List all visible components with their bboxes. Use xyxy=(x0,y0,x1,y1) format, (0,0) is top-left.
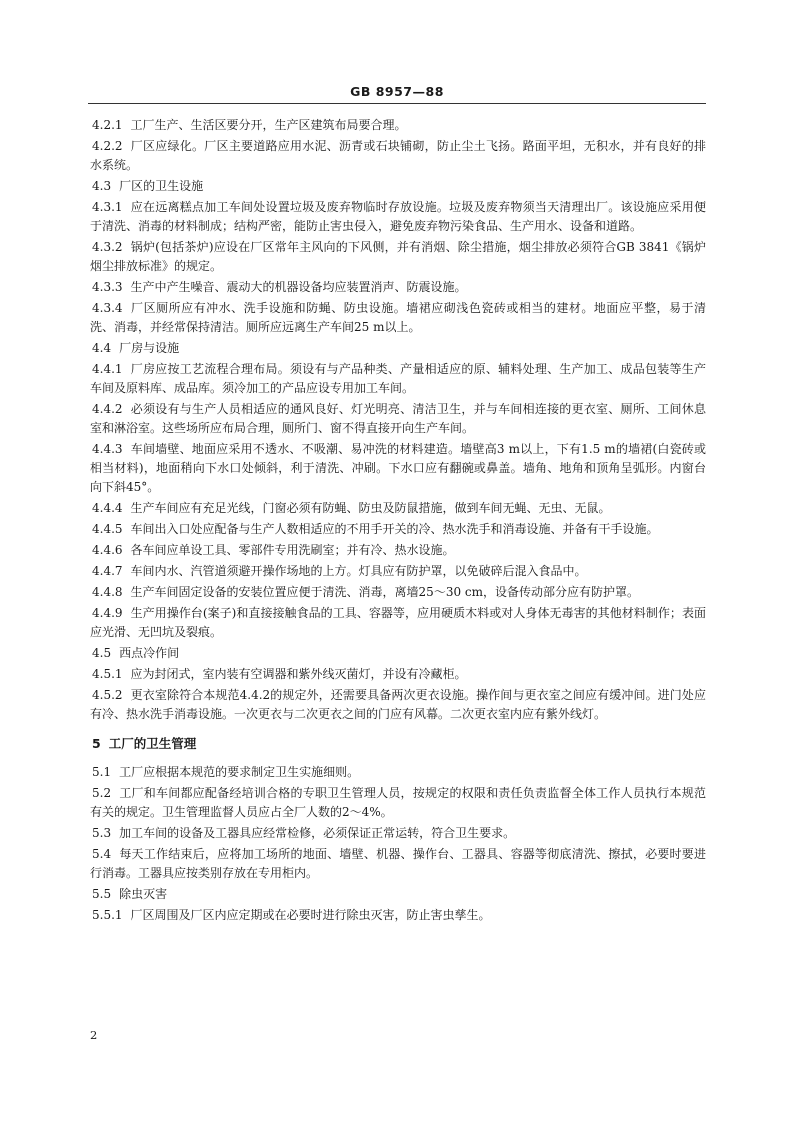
clause-number: 4.2.2 xyxy=(92,139,123,153)
clause-number: 4.3 xyxy=(92,179,112,193)
clause-text: 西点冷作间 xyxy=(119,646,180,660)
clause-paragraph xyxy=(90,583,706,602)
clause-number: 4.5 xyxy=(92,646,112,660)
clause-text: 锅炉(包括茶炉)应设在厂区常年主风向的下风侧，并有消烟、除尘措施，烟尘排放必须符合GB 3841《锅炉烟尘排放标准》的规定。 xyxy=(90,240,706,273)
clause-text: 车间内水、汽管道须避开操作场地的上方。灯具应有防护罩，以免破碎后混入食品中。 xyxy=(130,564,587,578)
clause-paragraph xyxy=(90,137,706,175)
clause-text: 厂区厕所应有冲水、洗手设施和防蝇、防虫设施。墙裙应砌浅色瓷砖或相当的建材。地面应平整，易于清洗、消毒，并经常保持清洁。厕所应远离生产车间25 m以上。 xyxy=(90,301,706,334)
clause-number: 5.2 xyxy=(92,786,112,800)
header-rule xyxy=(88,103,706,104)
clause-text: 每天工作结束后，应将加工场所的地面、墙壁、机器、操作台、工器具、容器等彻底清洗、擦拭，必要时要进行消毒。工器具应按类别存放在专用柜内。 xyxy=(90,847,706,880)
clause-text: 各车间应单设工具、零部件专用洗刷室；并有冷、热水设施。 xyxy=(130,543,455,557)
clause-paragraph xyxy=(90,238,706,276)
clause-paragraph xyxy=(90,116,706,135)
clause-text: 生产用操作台(案子)和直接接触食品的工具、容器等，应用硬质木料或对人身体无毒害的其他材料制作；表面应光滑、无凹坑及裂痕。 xyxy=(90,606,706,639)
clause-paragraph xyxy=(90,278,706,297)
clause-paragraph xyxy=(90,604,706,642)
clause-paragraph xyxy=(90,299,706,337)
clause-number: 4.4.1 xyxy=(92,362,123,376)
clause-number: 5.5.1 xyxy=(92,908,123,922)
clause-paragraph xyxy=(90,440,706,497)
clause-text: 应为封闭式，室内装有空调器和紫外线灭菌灯，并设有冷藏柜。 xyxy=(130,667,467,681)
standard-code-header: GB 8957—88 xyxy=(350,84,444,99)
clause-number: 4.4.5 xyxy=(92,522,123,536)
clause-text: 生产车间应有充足光线，门窗必须有防蝇、防虫及防鼠措施，做到车间无蝇、无虫、无鼠。 xyxy=(130,501,611,515)
clause-text: 除虫灭害 xyxy=(119,887,168,901)
clause-paragraph xyxy=(90,763,706,782)
clause-number: 4.2.1 xyxy=(92,118,123,132)
clause-paragraph xyxy=(90,520,706,539)
clause-number: 4.4.8 xyxy=(92,585,123,599)
clause-paragraph xyxy=(90,906,706,925)
clause-paragraph xyxy=(90,339,706,358)
clause-text: 生产中产生噪音、震动大的机器设备均应装置消声、防震设施。 xyxy=(130,280,467,294)
clause-number: 4.3.2 xyxy=(92,240,123,254)
clause-number: 5.5 xyxy=(92,887,112,901)
clause-text: 厂区应绿化。厂区主要道路应用水泥、沥青或石块铺砌，防止尘土飞扬。路面平坦，无积水，并有良好的排水系统。 xyxy=(90,139,706,172)
clause-paragraph xyxy=(90,686,706,724)
clause-number: 4.4.4 xyxy=(92,501,123,515)
clause-paragraph xyxy=(90,562,706,581)
clause-text: 工厂的卫生管理 xyxy=(108,736,197,751)
clause-paragraph xyxy=(90,499,706,518)
clause-paragraph xyxy=(90,665,706,684)
clause-number: 5.3 xyxy=(92,826,112,840)
clause-text: 必须设有与生产人员相适应的通风良好、灯光明亮、清洁卫生，并与车间相连接的更衣室、厕所、工间休息室和淋浴室。这些场所应布局合理，厕所门、窗不得直接开向生产车间。 xyxy=(90,402,706,435)
clause-number: 4.3.1 xyxy=(92,200,123,214)
clause-text: 更衣室除符合本规范4.4.2的规定外，还需要具备两次更衣设施。操作间与更衣室之间应有缓冲间。进门处应有冷、热水洗手消毒设施。一次更衣与二次更衣之间的门应有风幕。二次更衣室内应有紫外线灯。 xyxy=(90,688,706,721)
clause-text: 厂房应按工艺流程合理布局。须设有与产品种类、产量相适应的原、辅料处理、生产加工、成品包装等生产车间及原料库、成品库。须冷加工的产品应设专用加工车间。 xyxy=(90,362,706,395)
clause-paragraph xyxy=(90,541,706,560)
clause-paragraph xyxy=(90,400,706,438)
clause-number: 4.4.7 xyxy=(92,564,123,578)
clause-number: 4.4.9 xyxy=(92,606,123,620)
clause-text: 车间出入口处应配备与生产人数相适应的不用手开关的冷、热水洗手和消毒设施、并备有干手设施。 xyxy=(130,522,659,536)
clause-number: 5 xyxy=(92,736,101,751)
clause-text: 工厂应根据本规范的要求制定卫生实施细则。 xyxy=(119,765,360,779)
clause-text: 工厂和车间都应配备经培训合格的专职卫生管理人员，按规定的权限和责任负责监督全体工作人员执行本规范有关的规定。卫生管理监督人员应占全厂人数的2～4%。 xyxy=(90,786,706,819)
clause-text: 生产车间固定设备的安装位置应便于清洗、消毒，离墙25～30 cm，设备传动部分应有防护罩。 xyxy=(130,585,640,599)
clause-text: 车间墙壁、地面应采用不透水、不吸潮、易冲洗的材料建造。墙壁高3 m以上，下有1.5 m的墙裙(白瓷砖或相当材料)，地面稍向下水口处倾斜，利于清洗、冲刷。下水口应有翻碗或鼻盖。墙角、地角和顶角呈弧形。内窗台向下斜45°。 xyxy=(90,442,706,494)
clause-text: 厂区周围及厂区内应定期或在必要时进行除虫灭害，防止害虫孳生。 xyxy=(130,908,491,922)
clause-paragraph xyxy=(90,824,706,843)
clause-paragraph xyxy=(90,784,706,822)
clause-number: 5.1 xyxy=(92,765,112,779)
document-body xyxy=(90,116,706,927)
clause-paragraph xyxy=(90,644,706,663)
clause-paragraph xyxy=(90,198,706,236)
clause-text: 加工车间的设备及工器具应经常检修，必须保证正常运转，符合卫生要求。 xyxy=(119,826,516,840)
clause-text: 厂区的卫生设施 xyxy=(119,179,204,193)
clause-paragraph xyxy=(90,360,706,398)
clause-paragraph xyxy=(90,845,706,883)
clause-number: 4.4.3 xyxy=(92,442,123,456)
clause-number: 4.3.3 xyxy=(92,280,123,294)
clause-number: 4.4.2 xyxy=(92,402,123,416)
clause-paragraph xyxy=(90,177,706,196)
clause-number: 4.3.4 xyxy=(92,301,123,315)
clause-text: 工厂生产、生活区要分开，生产区建筑布局要合理。 xyxy=(130,118,407,132)
clause-text: 厂房与设施 xyxy=(119,341,180,355)
section-heading xyxy=(90,734,706,753)
clause-number: 4.5.1 xyxy=(92,667,123,681)
clause-number: 4.4.6 xyxy=(92,543,123,557)
clause-text: 应在远离糕点加工车间处设置垃圾及废弃物临时存放设施。垃圾及废弃物须当天清理出厂。该设施应采用便于清洗、消毒的材料制成；结构严密，能防止害虫侵入，避免废弃物污染食品、生产用水、设备和道路。 xyxy=(90,200,706,233)
clause-number: 5.4 xyxy=(92,847,112,861)
page-number: 2 xyxy=(90,1028,98,1042)
clause-number: 4.5.2 xyxy=(92,688,123,702)
clause-paragraph xyxy=(90,885,706,904)
clause-number: 4.4 xyxy=(92,341,112,355)
